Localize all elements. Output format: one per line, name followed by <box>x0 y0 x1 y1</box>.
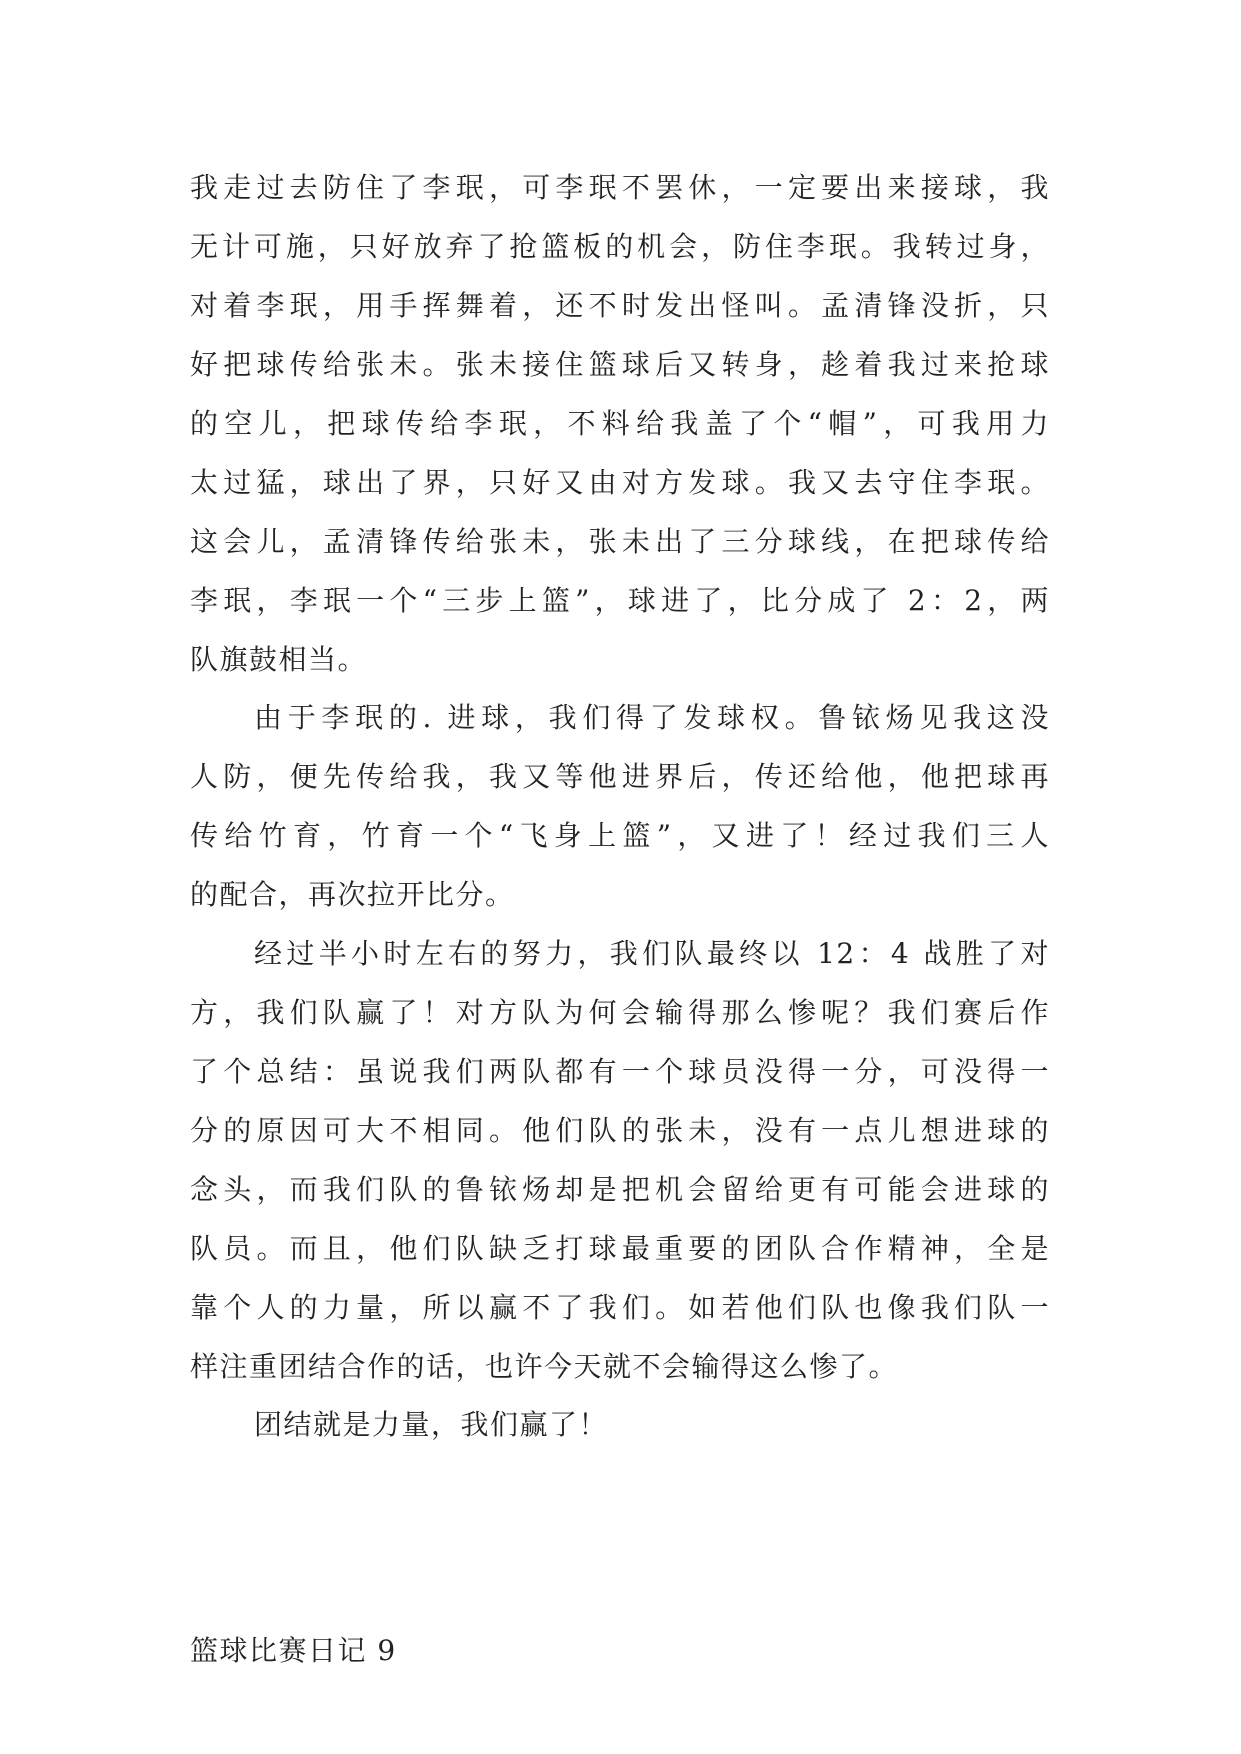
text-line: 团结就是力量，我们赢了！ <box>254 1408 609 1441</box>
text-line: 分的原因可大不相同。他们队的张未，没有一点儿想进球的 <box>190 1114 1050 1147</box>
text-line: 队员。而且，他们队缺乏打球最重要的团队合作精神，全是 <box>190 1232 1050 1265</box>
text-line: 方，我们队赢了！对方队为何会输得那么惨呢？我们赛后作 <box>190 996 1050 1029</box>
text-line: 念头，而我们队的鲁铱炀却是把机会留给更有可能会进球的 <box>190 1173 1050 1206</box>
text-line: 我走过去防住了李珉，可李珉不罢休，一定要出来接球，我 <box>190 171 1050 204</box>
section-heading: 篮球比赛日记 9 <box>190 1634 397 1667</box>
text-line: 好把球传给张未。张未接住篮球后又转身，趁着我过来抢球 <box>190 348 1050 381</box>
text-line: 样注重团结合作的话，也许今天就不会输得这么惨了。 <box>190 1350 899 1383</box>
text-line: 李珉，李珉一个“三步上篮”，球进了，比分成了 2：2，两 <box>190 584 1050 617</box>
text-line: 靠个人的力量，所以赢不了我们。如若他们队也像我们队一 <box>190 1291 1050 1324</box>
text-line: 队旗鼓相当。 <box>190 643 368 676</box>
text-line: 由于李珉的. 进球，我们得了发球权。鲁铱炀见我这没 <box>254 701 1050 734</box>
paragraph-3 <box>190 924 1050 1396</box>
text-line: 人防，便先传给我，我又等他进界后，传还给他，他把球再 <box>190 760 1050 793</box>
text-line: 这会儿，孟清锋传给张未，张未出了三分球线，在把球传给 <box>190 525 1050 558</box>
paragraph-1 <box>190 158 1050 689</box>
paragraph-2 <box>190 688 1050 924</box>
text-line: 了个总结：虽说我们两队都有一个球员没得一分，可没得一 <box>190 1055 1050 1088</box>
text-line: 对着李珉，用手挥舞着，还不时发出怪叫。孟清锋没折，只 <box>190 289 1050 322</box>
text-line: 的配合，再次拉开比分。 <box>190 878 515 911</box>
text-line: 太过猛，球出了界，只好又由对方发球。我又去守住李珉。 <box>190 466 1050 499</box>
text-line: 经过半小时左右的努力，我们队最终以 12：4 战胜了对 <box>254 937 1050 970</box>
paragraph-4 <box>190 1395 1050 1454</box>
text-line: 传给竹育，竹育一个“飞身上篮”，又进了！经过我们三人 <box>190 819 1050 852</box>
text-line: 的空儿，把球传给李珉，不料给我盖了个“帽”，可我用力 <box>190 407 1050 440</box>
text-line: 无计可施，只好放弃了抢篮板的机会，防住李珉。我转过身， <box>190 230 1050 263</box>
